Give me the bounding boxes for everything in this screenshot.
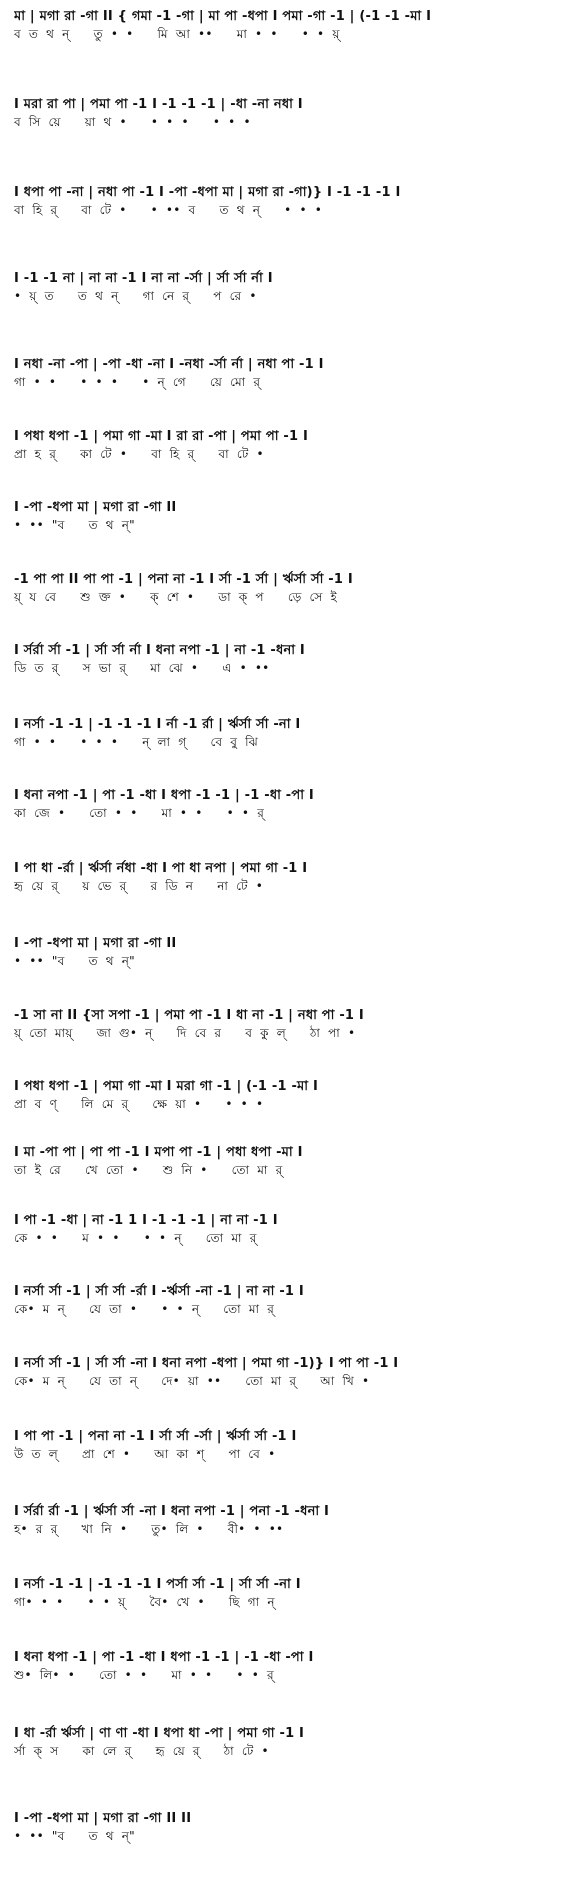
lyric-line: প্রা হ র্ কা টে • বা হি র্ বা টে •: [14, 447, 264, 461]
swara-line: I র্সর্রা র্সা -1 | র্সা র্সা র্না I ধনা নপা -1 | না -1 -ধনা I: [14, 643, 305, 658]
lyric-line: কা জে • তো • • মা • • • • র্: [14, 806, 265, 820]
lyric-line: ব সি য়ে য়া থ • • • • • • •: [14, 115, 251, 129]
notation-block: [14, 184, 566, 218]
lyric-line: তা ই রে খে তো • শু নি • তো মা র্: [14, 1163, 283, 1177]
lyric-line: ডি ত র্ স ভা র্ মা ঝে • এ • ••: [14, 661, 270, 675]
swara-line: I পধা ধপা -1 | পমা গা -মা I মরা গা -1 | (-1 -1 -মা I: [14, 1079, 318, 1094]
swara-line: মা | মগা রা -গা II { গমা -1 -গা | মা পা -ধপা I পমা -গা -1 | (-1 -1 -মা I: [14, 9, 432, 24]
notation-block: [14, 860, 566, 894]
notation-block: [14, 1576, 566, 1610]
swara-line: I র্সর্রা র্রা -1 | র্ঋর্সা র্সা -না I ধনা নপা -1 | পনা -1 -ধনা I: [14, 1504, 330, 1519]
lyric-line: হৃ য়ে র্ য় ভে র্ র ডি ন না টে •: [14, 879, 264, 893]
swara-line: I ধনা ধপা -1 | পা -1 -ধা I ধপা -1 -1 | -1 -ধা -পা I: [14, 1650, 314, 1665]
notation-block: [14, 571, 566, 605]
notation-block: [14, 1810, 566, 1844]
lyric-line: র্সা ক্ স কা লে র্ হৃ য়ে র্ ঠা টে •: [14, 1744, 269, 1758]
lyric-line: • •• "ব ত থ ন্": [14, 1829, 135, 1843]
swara-line: I মরা রা পা | পমা পা -1 I -1 -1 -1 | -ধা -না নধা I: [14, 97, 303, 112]
swara-line: I পধা ধপা -1 | পমা গা -মা I রা রা -পা | পমা পা -1 I: [14, 429, 308, 444]
lyric-line: য়্ য বে শু ক্ত • ক্ শে • ডা ক্ প ড়ে সে ই: [14, 590, 337, 604]
swara-line: I পা ধা -র্রা | র্ঋর্সা র্নধা -ধা I পা ধা নপা | পমা গা -1 I: [14, 861, 308, 876]
notation-block: [14, 787, 566, 821]
notation-block: [14, 642, 566, 676]
lyric-line: গা • • • • • • ন্ গে য়ে মো র্: [14, 375, 261, 389]
lyric-line: উ ত ল্ প্রা শে • আ কা শ্ পা বে •: [14, 1447, 276, 1461]
lyric-line: শু• লি• • তো • • মা • • • • র্: [14, 1668, 274, 1682]
swara-line: -1 সা না II {সা সপা -1 | পমা পা -1 I ধা না -1 | নধা পা -1 I: [14, 1008, 364, 1023]
swara-line: I পা -1 -ধা | না -1 1 I -1 -1 -1 | না না -1 I: [14, 1213, 278, 1228]
lyric-line: হ• র র্ খা নি • তু• লি • বী• • ••: [14, 1522, 284, 1536]
lyric-line: কে • • ম • • • • ন্ তো মা র্: [14, 1231, 257, 1245]
notation-block: [14, 1503, 566, 1537]
lyric-line: ব ত থ ন্ তু • • মি আ •• মা • • • • য়্: [14, 27, 340, 41]
notation-block: [14, 1007, 566, 1041]
swara-line: I -পা -ধপা মা | মগা রা -গা II II: [14, 1811, 192, 1826]
swara-line: I -পা -ধপা মা | মগা রা -গা II: [14, 936, 177, 951]
notation-block: [14, 1283, 566, 1317]
lyric-line: কে• ম ন্ যে তা • • • ন্ তো মা র্: [14, 1302, 275, 1316]
lyric-line: • •• "ব ত থ ন্": [14, 954, 135, 968]
lyric-line: গা• • • • • য়্ বৈ• খে • ছি গা ন্: [14, 1595, 275, 1609]
lyric-line: য়্ তো মায়্ জা গু• ন্ দি বে র ব কু ল্ ঠা পা •: [14, 1026, 356, 1040]
notation-block: [14, 1649, 566, 1683]
lyric-line: বা হি র্ বা টে • • •• ব ত থ ন্ • • •: [14, 203, 323, 217]
notation-block: [14, 1144, 566, 1178]
swara-line: I -পা -ধপা মা | মগা রা -গা II: [14, 500, 177, 515]
notation-block: [14, 1428, 566, 1462]
lyric-line: • •• "ব ত থ ন্": [14, 518, 135, 532]
swara-line: I ধপা পা -না | নধা পা -1 I -পা -ধপা মা | মগা রা -গা)} I -1 -1 -1 I: [14, 185, 401, 200]
notation-block: [14, 428, 566, 462]
lyric-line: • য়্ ত ত থ ন্ গা নে র্ প রে •: [14, 289, 257, 303]
swara-line: I নর্সা -1 -1 | -1 -1 -1 I পর্সা র্সা -1 | র্সা র্সা -না I: [14, 1577, 301, 1592]
lyric-line: প্রা ব ণ্ লি মে র্ ক্ষে য়া • • • •: [14, 1097, 264, 1111]
swara-line: I নর্সা -1 -1 | -1 -1 -1 I র্না -1 র্রা | র্ঋর্সা র্সা -না I: [14, 717, 301, 732]
notation-block: [14, 356, 566, 390]
swara-line: I ধনা নপা -1 | পা -1 -ধা I ধপা -1 -1 | -1 -ধা -পা I: [14, 788, 314, 803]
notation-block: [14, 499, 566, 533]
lyric-line: কে• ম ন্ যে তা ন্ দে• য়া •• তো মা র্ আ খি •: [14, 1374, 370, 1388]
notation-block: [14, 270, 566, 304]
swara-line: I মা -পা পা | পা পা -1 I মপা পা -1 | পধা ধপা -মা I: [14, 1145, 303, 1160]
swara-line: I ধা -র্রা র্ঋর্সা | ণা ণা -ধা I ধপা ধা -পা | পমা গা -1 I: [14, 1726, 305, 1741]
notation-block: [14, 96, 566, 130]
notation-block: [14, 716, 566, 750]
notation-block: [14, 8, 566, 42]
swara-line: I -1 -1 না | না না -1 I না না -র্সা | র্সা র্সা র্না I: [14, 271, 273, 286]
notation-block: [14, 1212, 566, 1246]
notation-block: [14, 1725, 566, 1759]
swara-line: I নর্সা র্সা -1 | র্সা র্সা -না I ধনা নপা -ধপা | পমা গা -1)} I পা পা -1 I: [14, 1356, 399, 1371]
swara-line: I নধা -না -পা | -পা -ধা -না I -নধা -র্সা র্না | নধা পা -1 I: [14, 357, 324, 372]
swara-line: I নর্সা র্সা -1 | র্সা র্সা -র্রা I -র্ঋর্সা -না -1 | না না -1 I: [14, 1284, 304, 1299]
swara-line: I পা পা -1 | পনা না -1 I র্সা র্সা -র্সা | র্ঋর্সা র্সা -1 I: [14, 1429, 297, 1444]
notation-block: [14, 1078, 566, 1112]
notation-block: [14, 935, 566, 969]
swara-line: -1 পা পা II পা পা -1 | পনা না -1 I র্সা -1 র্সা | র্ঋর্সা র্সা -1 I: [14, 572, 353, 587]
notation-block: [14, 1355, 566, 1389]
lyric-line: গা • • • • • ন্ লা গ্ বে বু ঝি: [14, 735, 258, 749]
